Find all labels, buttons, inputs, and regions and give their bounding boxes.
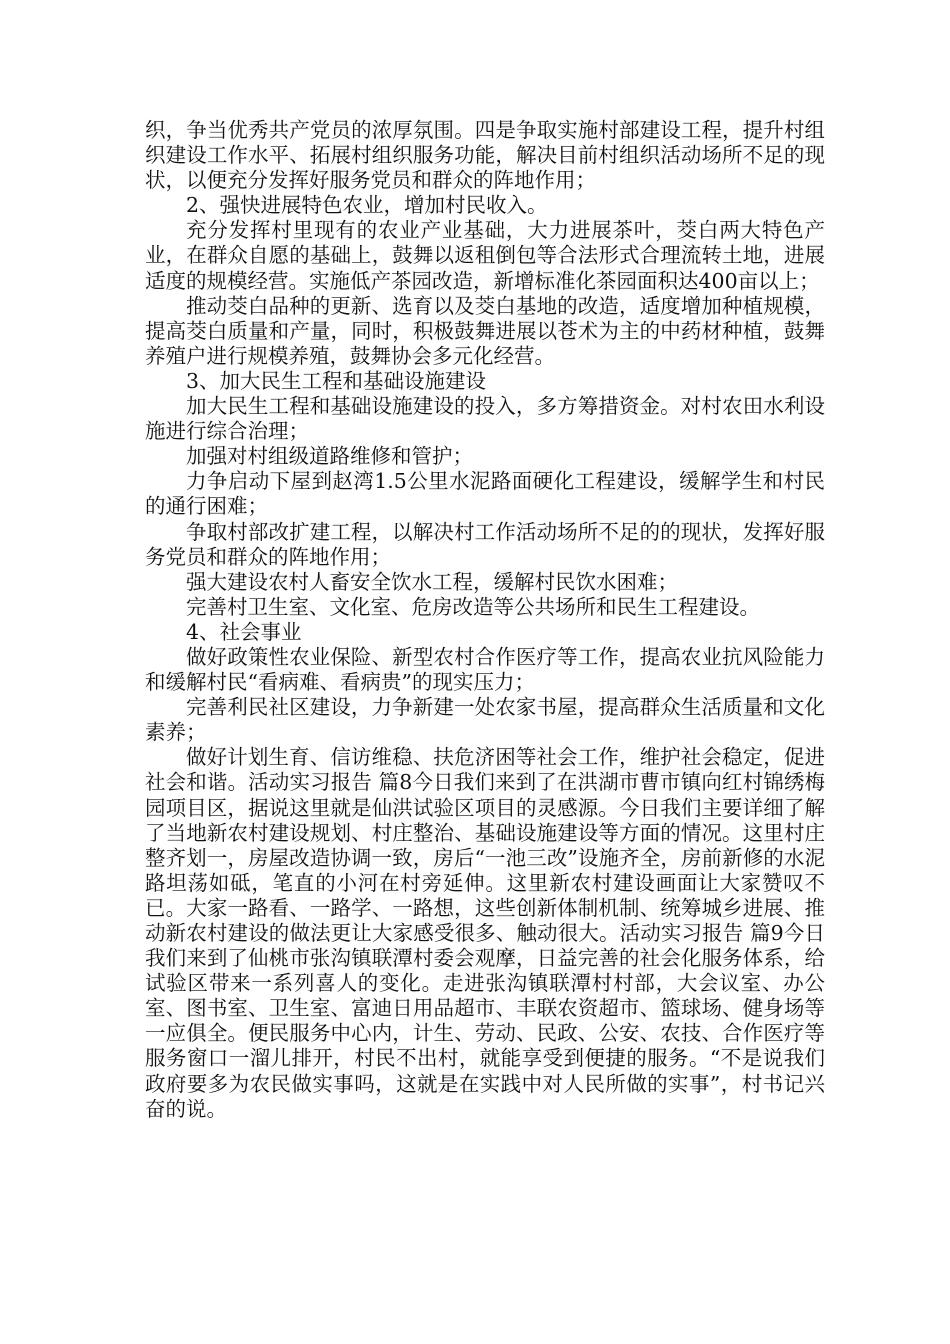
paragraph-10: 强大建设农村人畜安全饮水工程，缓解村民饮水困难； [186,569,678,594]
paragraph-13: 做好政策性农业保险、新型农村合作医疗等工作，提高农业抗风险能力和缓解村民“看病难、看病贵”的现实压力； [145,644,825,695]
paragraph-14: 完善利民社区建设，力争新建一处农家书屋，提高群众生活质量和文化素养； [145,695,825,745]
paragraph-3: 充分发挥村里现有的农业产业基础，大力进展茶叶，茭白两大特色产业，在群众自愿的基础上，鼓舞以返租倒包等合法形式合理流转土地，进展适度的规模经营。实施低产茶园改造，新增标准化茶园面积达400亩以上； [145,218,825,293]
paragraph-2: 2、强快进展特色农业，增加村民收入。 [186,193,548,218]
paragraph-5: 3、加大民生工程和基础设施建设 [186,368,487,393]
paragraph-4: 推动茭白品种的更新、选育以及茭白基地的改造，适度增加种植规模，提高茭白质量和产量，同时，积极鼓舞进展以苍术为主的中药材种植，鼓舞养殖户进行规模养殖，鼓舞协会多元化经营。 [145,293,825,368]
document-body [145,118,825,1122]
paragraph-1: 织，争当优秀共产党员的浓厚氛围。四是争取实施村部建设工程，提升村组织建设工作水平、拓展村组织服务功能，解决目前村组织活动场所不足的现状，以便充分发挥好服务党员和群众的阵地作用； [145,118,825,193]
paragraph-6: 加大民生工程和基础设施建设的投入，多方筹措资金。对村农田水利设施进行综合治理； [145,394,825,444]
paragraph-15: 做好计划生育、信访维稳、扶危济困等社会工作，维护社会稳定，促进社会和谐。活动实习报告 篇8今日我们来到了在洪湖市曹市镇向红村锦绣梅园项目区，据说这里就是仙洪试验区项目的灵感源。今日我们主要详细了解了当地新农村建设规划、村庄整治、基础设施建设等方面的情况。这里村庄整齐划一，房屋改造协调一致，房后“一池三改”设施齐全，房前新修的水泥路坦荡如砥，笔直的小河在村旁延伸。这里新农村建设画面让大家赞叹不已。大家一路看、一路学、一路想，这些创新体制机制、统筹城乡进展、推动新农村建设的做法更让大家感受很多、触动很大。活动实习报告 篇9今日我们来到了仙桃市张沟镇联潭村委会观摩，日益完善的社会化服务体系，给试验区带来一系列喜人的变化。走进张沟镇联潭村村部，大会议室、办公室、图书室、卫生室、富迪日用品超市、丰联农资超市、篮球场、健身场等一应俱全。便民服务中心内，计生、劳动、民政、公安、农技、合作医疗等服务窗口一溜儿排开，村民不出村，就能享受到便捷的服务。“不是说我们政府要多为农民做实事吗，这就是在实践中对人民所做的实事”，村书记兴奋的说。 [145,745,825,1121]
paragraph-8: 力争启动下屋到赵湾1.5公里水泥路面硬化工程建设，缓解学生和村民的通行困难； [145,469,825,519]
paragraph-12: 4、社会事业 [186,619,302,644]
paragraph-7: 加强对村组级道路维修和管护； [186,444,473,469]
paragraph-11: 完善村卫生室、文化室、危房改造等公共场所和民生工程建设。 [186,594,760,619]
paragraph-9: 争取村部改扩建工程，以解决村工作活动场所不足的的现状，发挥好服务党员和群众的阵地作用； [145,519,825,569]
